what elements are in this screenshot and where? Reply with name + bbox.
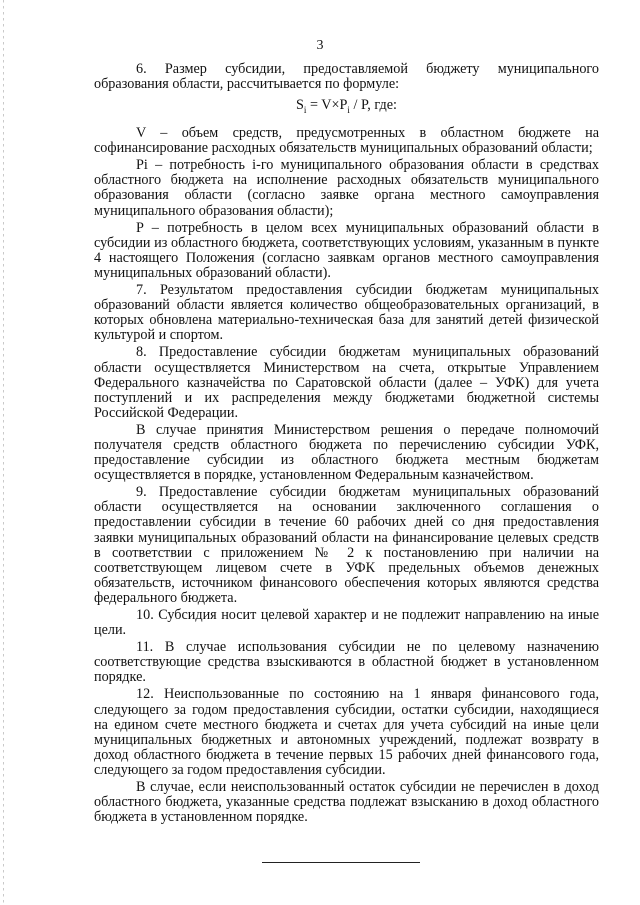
end-divider-line (262, 862, 420, 863)
paragraph-9: 9. Предоставление субсидии бюджетам муниципальных образований области осуществляется на основании заключенного соглашения о предоставлении субсидии в течение 60 рабочих дней со дня предоставления заявки муниципальных образований области на финансирование целевых средств в соответствии с приложением № 2 к постановлению при наличии на соответствующем лицевом счете в УФК предельных объемов денежных обязательств, источником финансового обеспечения которых являются средства федерального бюджета. (94, 484, 599, 606)
paragraph-6: 6. Размер субсидии, предоставляемой бюджету муниципального образования области, рассчитывается по формуле: (94, 61, 599, 93)
formula-lhs: S (296, 97, 304, 114)
definition-p: P – потребность в целом всех муниципальных образований области в субсидии из областного бюджета, соответствующих условиям, указанным в пункте 4 настоящего Положения (согласно заявкам органов местного самоуправления муниципальных образований области). (94, 219, 599, 281)
formula-rhs-b: / P, где: (349, 97, 397, 114)
page-number: 3 (316, 38, 324, 53)
paragraph-12-continued: В случае, если неиспользованный остаток субсидии не перечислен в доход областного бюджета, указанные средства подлежат взысканию в доход областного бюджета в установленном порядке. (94, 779, 599, 826)
formula-rhs-sub: i (347, 105, 350, 116)
paragraph-8: 8. Предоставление субсидии бюджетам муниципальных образований области осуществляется Министерством на счета, открытые Управлением Федерального казначейства по Саратовской области (далее – УФК) для учета поступлений и их распределения между бюджетами бюджетной системы Российской Федерации. (94, 344, 599, 421)
paragraph-8-continued: В случае принятия Министерством решения о передаче полномочий получателя средств областного бюджета по перечислению субсидии УФК, предоставление субсидии из областного бюджета местным бюджетам осуществляется в порядке, установленном Федеральным казначейством. (94, 421, 599, 484)
definition-pi: Pi – потребность i-го муниципального образования области в средствах областного бюджета на исполнение расходных обязательств муниципального образования области (согласно заявке органа местного самоуправления муниципального образования области); (94, 157, 599, 219)
paragraph-10: 10. Субсидия носит целевой характер и не подлежит направлению на иные цели. (94, 607, 599, 639)
document-body (94, 62, 599, 827)
paragraph-7: 7. Результатом предоставления субсидии бюджетам муниципальных образований области является количество общеобразовательных организаций, в которых обновлена материально-техническая база для занятий детей физической культурой и спортом. (94, 282, 599, 344)
paragraph-11: 11. В случае использования субсидии не по целевому назначению соответствующие средства взыскиваются в областной бюджет в установленном порядке. (94, 639, 599, 686)
formula-lhs-sub: i (303, 105, 307, 116)
scan-edge-marks (3, 0, 5, 905)
formula-rhs-a: = V×P (306, 97, 348, 114)
paragraph-12: 12. Неиспользованные по состоянию на 1 января финансового года, следующего за годом предоставления субсидии, остатки субсидии, находящиеся на едином счете местного бюджета и счетах для учета субсидий на иные цели муниципальных бюджетных и автономных учреждений, подлежат возврату в доход областного бюджета в течение первых 15 рабочих дней финансового года, следующего за годом предоставления субсидии. (94, 686, 599, 778)
definition-v: V – объем средств, предусмотренных в областном бюджете на софинансирование расходных обязательств муниципальных образований области; (94, 125, 599, 157)
formula (94, 98, 599, 118)
